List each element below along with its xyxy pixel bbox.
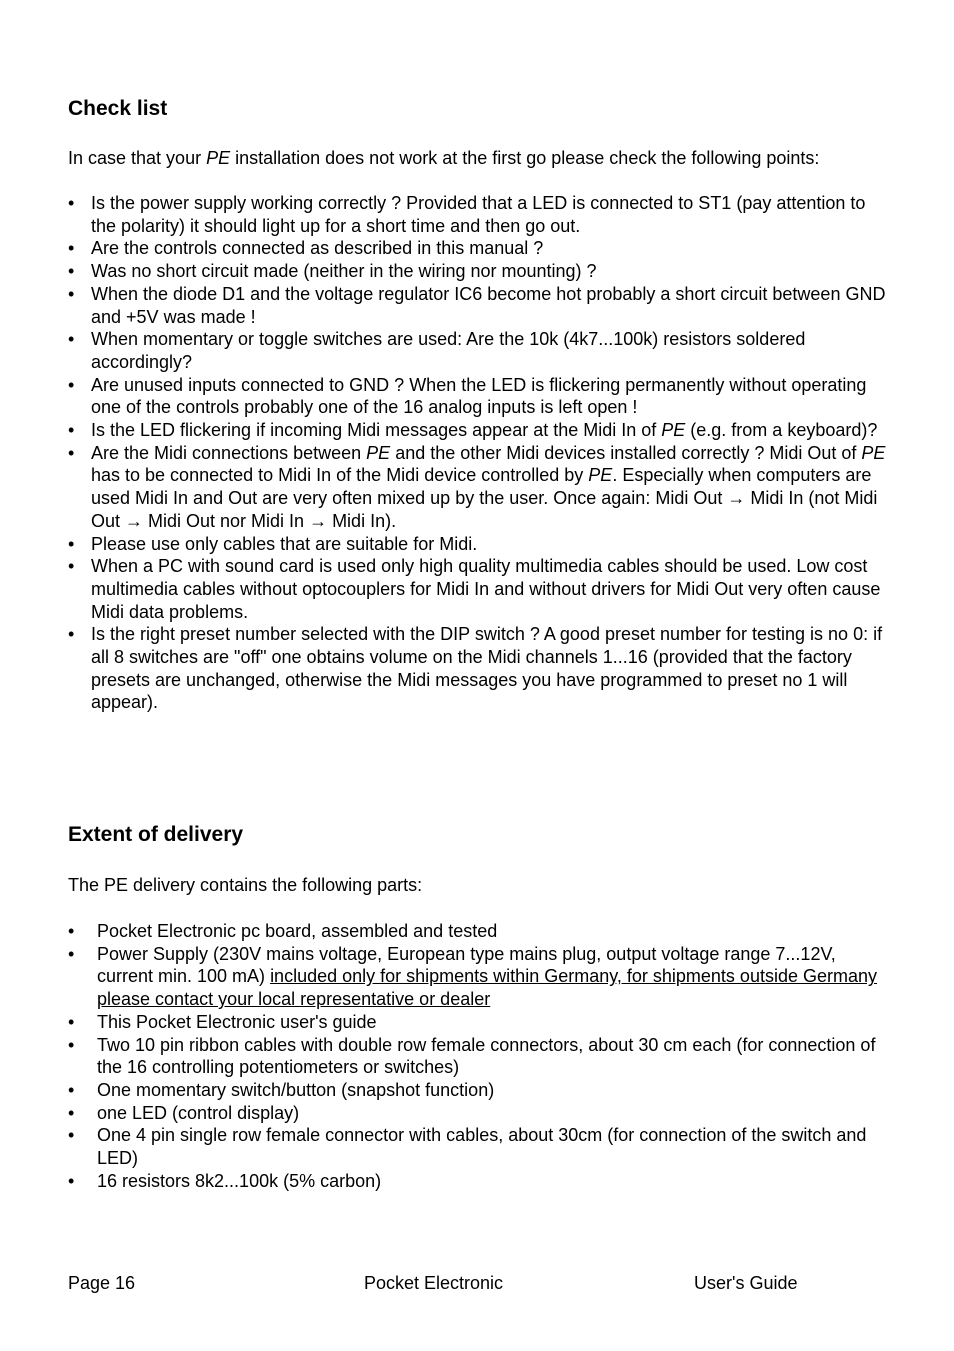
- delivery-intro: The PE delivery contains the following parts:: [68, 875, 423, 895]
- list-item: [68, 1170, 888, 1193]
- list-item: [68, 1034, 888, 1079]
- item-text: Is the right preset number selected with the DIP switch ? A good preset number for testing is no 0: if all 8 switches are "off" one obtains volume on the Midi channels 1...16 (provided that the factory presets are unchanged, otherwise the Midi messages you have programmed to preset no 1 will appear).: [91, 624, 883, 713]
- bullet: •: [68, 1102, 75, 1123]
- item-text: Are the Midi connections between: [91, 442, 367, 463]
- checklist-list: [68, 192, 888, 714]
- bullet: •: [68, 329, 75, 350]
- bullet: •: [68, 1079, 75, 1100]
- bullet: •: [68, 1011, 75, 1032]
- list-item: [68, 943, 888, 1011]
- item-text: Is the power supply working correctly ? Provided that a LED is connected to ST1 (pay attention to the polarity) it should light up for a short time and then go out.: [91, 193, 866, 236]
- item-text: One momentary switch/button (snapshot function): [97, 1079, 495, 1100]
- list-item: [68, 1011, 888, 1034]
- bullet: •: [68, 1034, 75, 1055]
- bullet: •: [68, 921, 75, 941]
- list-item: [68, 623, 888, 714]
- item-text: one LED (control display): [97, 1102, 300, 1123]
- bullet: •: [68, 533, 75, 554]
- delivery-heading: Extent of delivery: [68, 823, 244, 846]
- delivery-list: [68, 920, 888, 1192]
- item-text: Power Supply (230V mains voltage, European type mains plug, output voltage range 7...12V, current min. 100 mA): [97, 943, 836, 987]
- footer-guide: User's Guide: [694, 1273, 798, 1293]
- bullet: •: [68, 1125, 75, 1146]
- checklist-heading: Check list: [68, 97, 168, 120]
- item-pe: PE: [366, 442, 391, 463]
- item-text: and the other Midi devices installed correctly ? Midi Out of: [390, 442, 862, 463]
- bullet: •: [68, 943, 75, 964]
- bullet: •: [68, 420, 75, 441]
- item-underlined-note: included only for shipments within Germany, for shipments outside Germany please contact your local representative or dealer: [97, 966, 877, 1010]
- item-text: This Pocket Electronic user's guide: [97, 1011, 377, 1032]
- intro-pe: PE: [206, 148, 231, 168]
- list-item: [68, 328, 888, 373]
- bullet: •: [68, 283, 75, 304]
- list-item: [68, 260, 888, 283]
- item-text: When momentary or toggle switches are used: Are the 10k (4k7...100k) resistors soldered accordingly?: [91, 329, 806, 372]
- bullet: •: [68, 442, 75, 463]
- list-item: [68, 237, 888, 260]
- list-item: [68, 1124, 888, 1169]
- item-text: . Especially when computers are used Midi In and Out are very often mixed up by the user. Once again: Midi Out → Midi In (not Midi Out → Midi Out nor Midi In → Midi In).: [91, 465, 878, 531]
- item-text: Are the controls connected as described in this manual ?: [91, 238, 544, 259]
- footer-page-number: Page 16: [68, 1273, 136, 1293]
- list-item: [68, 533, 888, 556]
- list-item: [68, 374, 888, 419]
- intro-text-after: installation does not work at the first go please check the following points:: [230, 148, 820, 168]
- item-text: Two 10 pin ribbon cables with double row female connectors, about 30 cm each (for connection of the 16 controlling potentiometers or switches): [97, 1034, 876, 1078]
- item-text: When the diode D1 and the voltage regulator IC6 become hot probably a short circuit between GND and +5V was made !: [91, 283, 886, 327]
- intro-text-before: In case that your: [68, 148, 207, 168]
- item-text: 16 resistors 8k2...100k (5% carbon): [97, 1170, 382, 1191]
- list-item: [68, 555, 888, 623]
- bullet: •: [68, 261, 75, 282]
- item-text: Please use only cables that are suitable for Midi.: [91, 533, 478, 554]
- list-item: [68, 192, 888, 237]
- item-text: (e.g. from a keyboard)?: [685, 420, 878, 441]
- bullet: •: [68, 193, 75, 213]
- list-item: [68, 1102, 888, 1125]
- footer-title: Pocket Electronic: [364, 1273, 504, 1293]
- item-text: has to be connected to Midi In of the Midi device controlled by: [91, 465, 589, 486]
- item-text: Are unused inputs connected to GND ? When the LED is flickering permanently without operating one of the controls probably one of the 16 analog inputs is left open !: [91, 374, 867, 418]
- item-text: Was no short circuit made (neither in the wiring nor mounting) ?: [91, 261, 597, 282]
- bullet: •: [68, 374, 75, 395]
- bullet: •: [68, 238, 75, 259]
- list-item: [68, 283, 888, 328]
- item-text: One 4 pin single row female connector with cables, about 30cm (for connection of the switch and LED): [97, 1125, 867, 1169]
- item-pe: PE: [588, 465, 613, 486]
- list-item: [68, 1079, 888, 1102]
- bullet: •: [68, 556, 75, 577]
- list-item: [68, 442, 888, 533]
- bullet: •: [68, 1170, 75, 1191]
- item-text: Is the LED flickering if incoming Midi messages appear at the Midi In of: [91, 420, 662, 441]
- list-item: [68, 920, 888, 943]
- list-item: [68, 419, 888, 442]
- checklist-intro: [68, 147, 819, 170]
- item-text: Pocket Electronic pc board, assembled and tested: [97, 921, 498, 941]
- item-pe: PE: [861, 442, 886, 463]
- item-text: When a PC with sound card is used only high quality multimedia cables should be used. Low cost multimedia cables without optocouplers for Midi In and without drivers for Midi Out very often cause Midi data problems.: [91, 556, 881, 622]
- bullet: •: [68, 624, 75, 645]
- item-pe: PE: [661, 420, 686, 441]
